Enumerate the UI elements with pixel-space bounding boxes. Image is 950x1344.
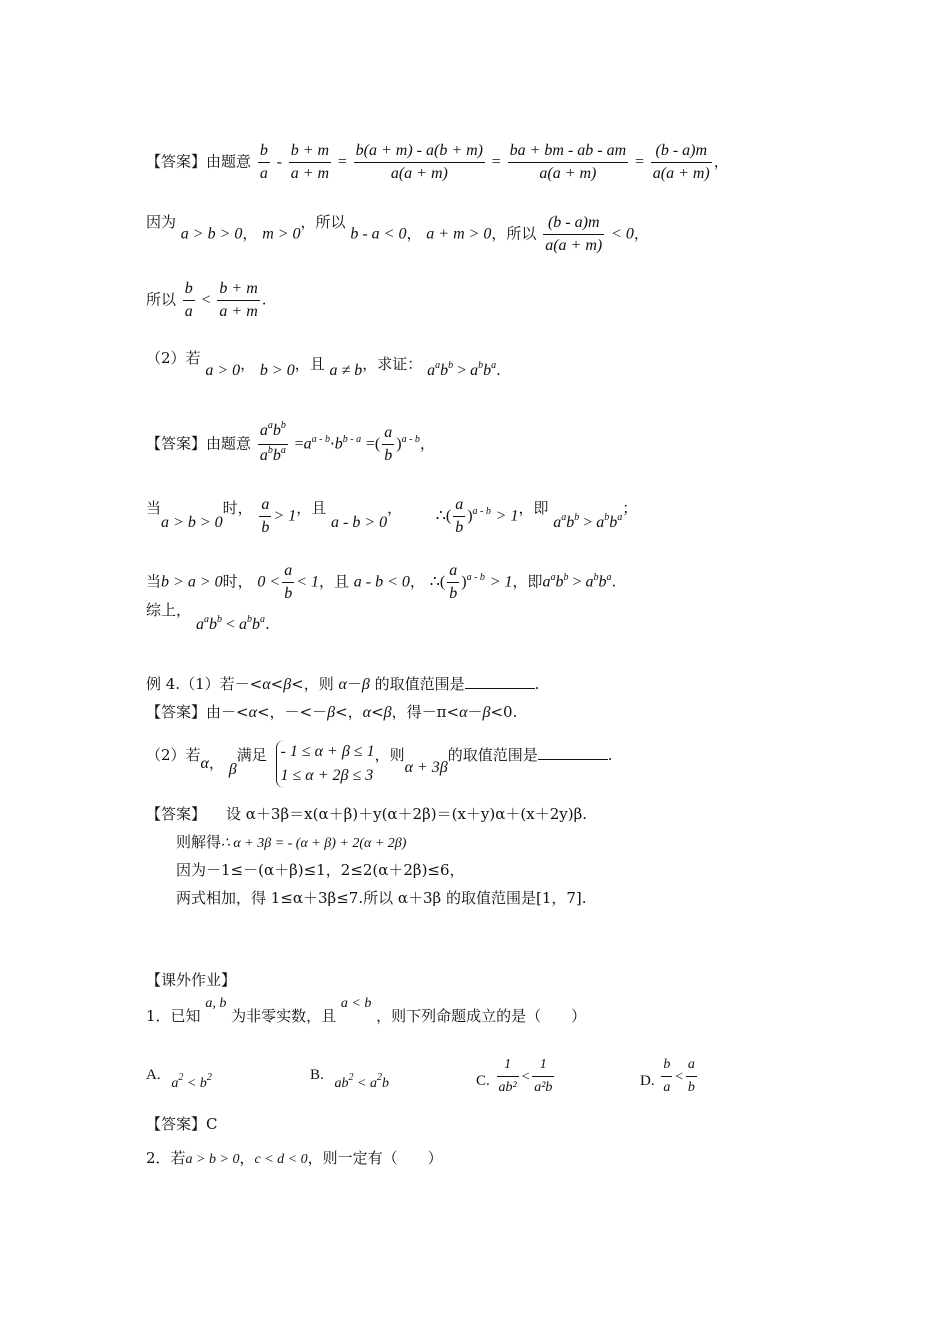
- operator: <: [520, 1069, 531, 1085]
- fraction: [532, 1054, 554, 1099]
- text: －: [346, 675, 362, 693]
- option-label: A.: [146, 1067, 161, 1083]
- superscript: b: [448, 360, 454, 371]
- operator: <: [674, 1069, 684, 1085]
- math: b > 0: [259, 362, 295, 379]
- text: ，则一定有（ ）: [307, 1149, 443, 1167]
- operator: =: [491, 153, 501, 171]
- option-c: [476, 1054, 556, 1099]
- text: ，: [409, 572, 425, 591]
- text: ，且: [319, 572, 350, 591]
- math: α: [362, 704, 372, 721]
- math: a < b: [340, 996, 372, 1011]
- answer-tag: 【答案】: [146, 152, 207, 171]
- operator: <: [201, 291, 211, 309]
- operator: ∴(: [429, 573, 446, 591]
- operator: <: [353, 1076, 370, 1091]
- answer-blank: [538, 745, 608, 760]
- superscript: a: [491, 360, 497, 371]
- text: 因为－1≤－(α＋β)≤1，2≤2(α＋2β)≤6，: [176, 861, 465, 879]
- math: b: [209, 616, 217, 633]
- superscript: 2: [348, 1072, 354, 1083]
- math: β: [228, 761, 237, 778]
- example-4-part-2: [146, 740, 613, 788]
- superscript: a: [606, 571, 612, 583]
- example-4-question: [146, 674, 539, 695]
- math: a: [553, 513, 562, 531]
- math: b: [440, 362, 449, 379]
- text: 【答案】由－<: [146, 703, 249, 721]
- text: 当: [146, 498, 162, 517]
- text: ，: [406, 224, 422, 243]
- fraction: [453, 494, 465, 539]
- operator: ∴(: [435, 507, 452, 525]
- numerator: b: [258, 140, 270, 163]
- text: <，则: [291, 675, 339, 693]
- math: > 1: [489, 573, 513, 591]
- math: b > a > 0: [161, 573, 223, 591]
- text: ，: [240, 355, 256, 373]
- homework-answer-1: [146, 1114, 217, 1134]
- text: <: [270, 675, 284, 693]
- numerator: a: [686, 1054, 697, 1077]
- math: a: [196, 616, 204, 633]
- option-d: [640, 1054, 699, 1099]
- fraction: [508, 140, 629, 185]
- numerator: (b - a)m: [651, 140, 712, 163]
- fraction: [259, 494, 271, 539]
- answer-2-line-3: [176, 860, 465, 880]
- superscript: b: [593, 571, 599, 583]
- fraction: [258, 140, 270, 185]
- math: a: [259, 422, 268, 439]
- numerator: a: [259, 494, 271, 517]
- summary-label: [146, 600, 191, 620]
- operator: ): [467, 507, 473, 525]
- math: a > 0: [205, 362, 241, 379]
- fraction: [258, 420, 288, 469]
- math: < 1: [296, 573, 319, 591]
- operator: <: [222, 616, 240, 633]
- answer-2-line-1: [146, 804, 587, 824]
- text: ，得－π<: [391, 703, 460, 721]
- denominator: a(a + m): [390, 165, 448, 182]
- answer-line-1: [146, 140, 729, 185]
- math: a ≠ b: [329, 362, 363, 379]
- superscript: b: [563, 571, 569, 583]
- answer-blank: [465, 674, 535, 689]
- option-b-math: [335, 1073, 389, 1091]
- text: 时，: [222, 572, 253, 591]
- math: b: [483, 362, 492, 379]
- option-label: C.: [476, 1072, 490, 1089]
- numerator: ba + bm - ab - am: [508, 140, 629, 163]
- math: α: [338, 676, 347, 693]
- math: β: [327, 704, 336, 721]
- numerator: b + m: [289, 140, 331, 163]
- math: c < d < 0: [254, 1152, 308, 1167]
- math: α: [459, 704, 468, 721]
- denominator: a(a + m): [545, 237, 603, 254]
- math: b: [382, 1076, 389, 1091]
- text: ，所以: [491, 224, 537, 243]
- text: 例 4.（1）若－<: [146, 675, 263, 693]
- fraction: [661, 1054, 672, 1099]
- inequality-row: - 1 ≤ α + β ≤ 1: [280, 743, 375, 760]
- math: ab: [334, 1076, 349, 1091]
- answer-2-line-4: [176, 888, 587, 908]
- text: ，: [242, 224, 258, 243]
- superscript: a: [435, 360, 441, 371]
- denominator: ab²: [498, 1080, 517, 1095]
- math: a > b > 0: [180, 225, 243, 243]
- fraction: [686, 1054, 697, 1099]
- math: a: [171, 1076, 179, 1091]
- operator: =(: [365, 435, 381, 453]
- math: a: [585, 573, 594, 591]
- math: α: [262, 676, 271, 693]
- denominator: a: [663, 1080, 671, 1095]
- superscript: a - b: [311, 433, 330, 445]
- superscript: 2: [377, 1072, 382, 1083]
- denominator: a: [259, 165, 268, 182]
- math: b: [609, 513, 618, 531]
- text: 满足: [236, 746, 267, 764]
- superscript: a - b: [401, 433, 420, 445]
- numerator: a: [282, 560, 294, 583]
- numerator: a: [453, 494, 465, 517]
- inequality: [553, 513, 622, 531]
- fraction: [289, 140, 331, 185]
- denominator: a(a + m): [539, 165, 597, 182]
- text: ，即: [518, 498, 549, 517]
- numerator: b(a + m) - a(b + m): [354, 140, 485, 163]
- superscript: b - a: [342, 433, 362, 445]
- text: ，: [419, 434, 435, 453]
- text: <，－<－: [256, 703, 328, 721]
- superscript: 2: [178, 1072, 184, 1083]
- text: 综上，: [146, 601, 192, 619]
- text: ，即: [512, 572, 543, 591]
- operator: >: [568, 573, 586, 591]
- text: ；: [622, 498, 638, 517]
- numerator: a: [382, 422, 394, 445]
- math: b: [272, 422, 281, 439]
- math: a + m > 0: [426, 225, 492, 243]
- superscript: a: [280, 445, 286, 456]
- denominator: a + m: [290, 165, 330, 182]
- inequality: [427, 361, 501, 379]
- math: β: [383, 704, 392, 721]
- math: a: [596, 513, 605, 531]
- math: < 0: [611, 225, 634, 243]
- text: <，: [335, 703, 363, 721]
- math: b: [566, 513, 575, 531]
- fraction: [354, 140, 485, 185]
- math: b: [252, 616, 261, 633]
- denominator: b: [449, 585, 458, 602]
- superscript: b: [280, 420, 286, 431]
- math: α: [248, 704, 257, 721]
- answer-line-2: [146, 212, 649, 257]
- numerator: 1: [532, 1054, 554, 1077]
- answer-line-7: [146, 560, 616, 605]
- math: b: [598, 573, 607, 591]
- text: －: [467, 703, 483, 721]
- math: a > b > 0: [185, 1152, 240, 1167]
- text: ，且: [294, 355, 325, 373]
- text: ，: [633, 224, 649, 243]
- numerator: 1: [497, 1054, 519, 1077]
- option-a: [146, 1064, 212, 1091]
- text: <: [371, 703, 384, 721]
- text: （2）若: [146, 746, 201, 764]
- homework-question-1: [146, 996, 587, 1028]
- text: .: [265, 615, 270, 633]
- numerator: b: [661, 1054, 672, 1077]
- superscript: b: [574, 511, 580, 523]
- numerator: [258, 420, 288, 445]
- problem-2-line: [146, 349, 501, 379]
- math: > 1: [495, 507, 519, 525]
- text: 时，: [222, 498, 253, 517]
- math: a: [239, 616, 248, 633]
- text: 由题意: [206, 434, 252, 453]
- math: a: [470, 362, 479, 379]
- text: 的取值范围是: [447, 746, 538, 764]
- inequality-row: 1 ≤ α + 2β ≤ 3: [280, 767, 374, 784]
- text: ，求证：: [362, 355, 423, 373]
- text: （2）若: [146, 349, 201, 367]
- text: ，则下列命题成立的是（ ）: [376, 1007, 587, 1025]
- math: a: [427, 362, 436, 379]
- text: 两式相加，得 1≤α＋3β≤7.所以 α＋3β 的取值范围是[1，7].: [176, 889, 587, 907]
- numerator: (b - a)m: [543, 212, 604, 235]
- text: <0.: [490, 703, 518, 721]
- text: .: [607, 746, 613, 764]
- denominator: a + m: [219, 303, 258, 320]
- operator: -: [276, 153, 282, 171]
- operator: =: [337, 153, 347, 171]
- operator: >: [579, 513, 597, 531]
- text: ，: [208, 754, 224, 772]
- math: a: [259, 447, 268, 464]
- summary-inequality: [196, 614, 270, 637]
- option-label: D.: [640, 1072, 655, 1089]
- text: 2．若: [146, 1149, 186, 1167]
- denominator: b: [261, 519, 270, 536]
- text: .: [611, 572, 617, 591]
- text: 【课外作业】: [146, 971, 237, 989]
- text: 由题意: [206, 152, 252, 171]
- homework-title: [146, 970, 236, 990]
- answer-2-line-2: [176, 832, 406, 854]
- denominator: [258, 445, 288, 469]
- superscript: 2: [206, 1072, 212, 1083]
- math: a: [303, 435, 312, 453]
- math: α: [200, 755, 209, 772]
- superscript: a: [204, 614, 209, 625]
- answer-line-3: [146, 278, 267, 323]
- math: β: [361, 676, 370, 693]
- text: 则解得: [176, 833, 222, 851]
- option-b: [310, 1064, 389, 1091]
- fraction: [183, 278, 195, 323]
- text: 当: [146, 572, 162, 591]
- math: b - a < 0: [350, 225, 407, 243]
- text: ，: [713, 152, 729, 171]
- superscript: b: [247, 614, 253, 625]
- operator: >: [453, 362, 471, 379]
- superscript: a: [550, 571, 556, 583]
- text: ，且: [296, 498, 327, 517]
- numerator: b: [183, 278, 195, 301]
- text: 的取值范围是: [369, 675, 465, 693]
- text: .: [496, 361, 501, 379]
- operator: <: [183, 1076, 200, 1091]
- math: b: [199, 1076, 207, 1091]
- math: m > 0: [262, 225, 301, 243]
- homework-question-2: [146, 1148, 443, 1170]
- text: 【答案】C: [146, 1115, 218, 1133]
- math: ∴ α + 3β = - (α + β) + 2(α + 2β): [221, 836, 407, 851]
- fraction: [217, 278, 259, 323]
- fraction: [497, 1054, 519, 1099]
- math: 0 <: [257, 573, 281, 591]
- text: ，则: [374, 746, 405, 764]
- fraction: [282, 560, 294, 605]
- math: α + 3β: [404, 759, 448, 776]
- math: a: [542, 573, 551, 591]
- option-label: B.: [310, 1067, 324, 1083]
- answer-tag: 【答案】: [146, 805, 207, 823]
- math: a, b: [205, 996, 227, 1011]
- numerator: a: [447, 560, 459, 583]
- superscript: a: [617, 511, 623, 523]
- math: β: [283, 676, 292, 693]
- example-4-answer: [146, 702, 517, 723]
- denominator: a: [184, 303, 193, 320]
- denominator: b: [284, 585, 293, 602]
- fraction: [651, 140, 712, 185]
- math: > 1: [273, 507, 297, 525]
- math: b: [334, 435, 343, 453]
- math: b: [555, 573, 564, 591]
- text: 因为: [146, 212, 177, 231]
- text: 1．已知: [146, 1007, 201, 1025]
- fraction: [382, 422, 394, 467]
- math: β: [482, 704, 491, 721]
- text: ，所以: [300, 212, 346, 231]
- denominator: a²b: [534, 1080, 553, 1095]
- text: 所以: [146, 290, 177, 309]
- answer-line-5: [146, 420, 435, 469]
- operator: ⋅: [329, 436, 335, 453]
- system-of-inequalities: [276, 740, 375, 788]
- superscript: a - b: [466, 571, 485, 583]
- superscript: b: [267, 445, 273, 456]
- option-a-math: [171, 1073, 211, 1091]
- answer-tag: 【答案】: [146, 434, 207, 453]
- math: b: [272, 447, 281, 464]
- operator: ): [396, 435, 402, 453]
- answer-line-6: [146, 494, 637, 539]
- operator: =: [294, 435, 304, 453]
- math: a - b > 0: [331, 513, 388, 531]
- superscript: a: [267, 420, 273, 431]
- superscript: b: [604, 511, 610, 523]
- fraction: [447, 560, 459, 605]
- denominator: b: [384, 447, 393, 464]
- numerator: b + m: [217, 278, 259, 301]
- superscript: b: [478, 360, 484, 371]
- math: a > b > 0: [161, 513, 223, 531]
- math: a: [370, 1076, 377, 1091]
- text: ，: [387, 498, 403, 517]
- text: 为非零实数，且: [231, 1007, 337, 1025]
- text: ，: [239, 1149, 255, 1167]
- text: 设 α＋3β＝x(α＋β)＋y(α＋2β)＝(x＋y)α＋(x＋2y)β.: [226, 805, 588, 823]
- denominator: a(a + m): [652, 165, 710, 182]
- fraction: [543, 212, 604, 257]
- superscript: a: [260, 614, 266, 625]
- superscript: b: [217, 614, 222, 625]
- math: a - b < 0: [353, 573, 410, 591]
- operator: =: [634, 153, 644, 171]
- denominator: b: [687, 1080, 695, 1095]
- text: .: [534, 675, 540, 693]
- superscript: a: [561, 511, 567, 523]
- superscript: a - b: [472, 505, 491, 517]
- operator: ): [461, 573, 467, 591]
- denominator: b: [455, 519, 464, 536]
- text: .: [261, 290, 267, 309]
